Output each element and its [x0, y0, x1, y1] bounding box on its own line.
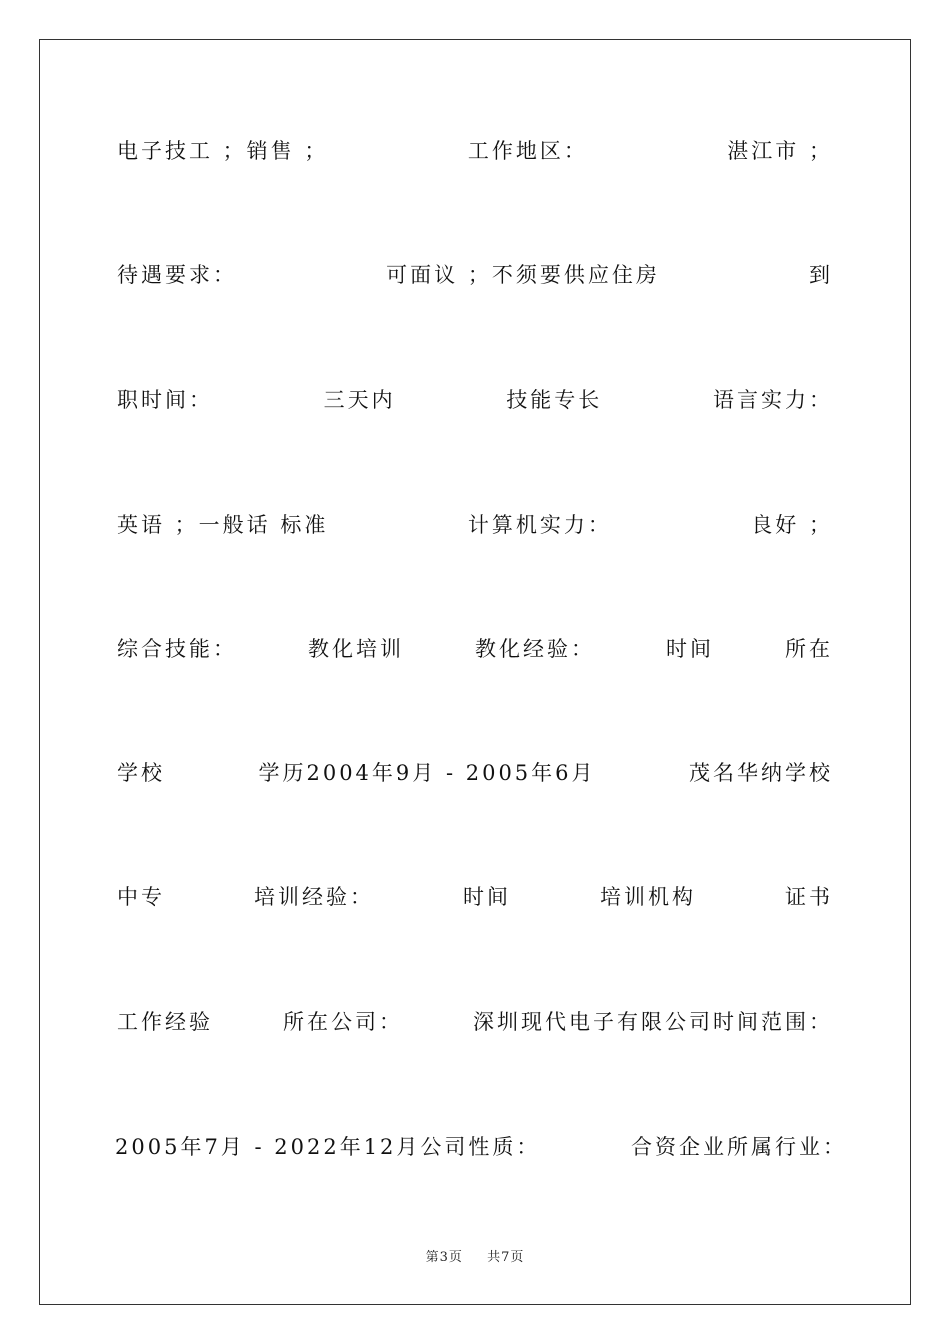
text-job-type: 电子技工 ；销售 ； [117, 139, 329, 163]
text-arrival-value: 三天内 [323, 388, 396, 412]
text-company-type: 合资企业所属行业： [631, 1135, 847, 1159]
resume-line-job-type [117, 130, 833, 170]
text-work-period: 2005年7月 - 2022年12月公司性质： [115, 1135, 541, 1159]
page-total: 共7页 [487, 1250, 525, 1265]
text-degree: 中专 [117, 885, 165, 909]
text-company-value: 深圳现代电子有限公司时间范围： [473, 1010, 833, 1034]
text-training-org-header: 培训机构 [600, 885, 696, 909]
text-work-area-label: 工作地区： [467, 139, 588, 163]
text-company-label: 所在公司： [283, 1010, 403, 1034]
text-education-experience-label: 教化经验： [475, 637, 595, 661]
text-computer-label: 计算机实力： [467, 513, 612, 537]
text-time-header: 时间 [666, 637, 714, 661]
text-arrival-label: 职时间： [117, 388, 213, 412]
resume-line-work-period [115, 1126, 847, 1166]
text-work-area-value: 湛江市 ； [727, 139, 833, 163]
text-training-time-header: 时间 [463, 885, 511, 909]
text-school-name: 茂名华纳学校 [689, 761, 833, 785]
text-education-period: 学历2004年9月 - 2005年6月 [258, 761, 596, 785]
resume-line-language [117, 504, 833, 544]
page-border [39, 39, 911, 1305]
page-number: 第3页 [425, 1250, 463, 1265]
text-computer-value: 良好 ； [751, 513, 833, 537]
text-arrival-prefix: 到 [809, 263, 833, 287]
text-language-label: 语言实力： [712, 388, 833, 412]
text-work-experience-heading: 工作经验 [117, 1010, 213, 1034]
page-footer [0, 1246, 950, 1265]
resume-line-education-heading [117, 628, 833, 668]
text-salary-label: 待遇要求： [117, 263, 237, 287]
text-school-header: 学校 [117, 761, 165, 785]
resume-line-work-company [117, 1001, 833, 1041]
text-overall-skills-label: 综合技能： [117, 637, 237, 661]
text-skills-heading: 技能专长 [506, 388, 603, 412]
text-language-value: 英语 ；一般话 标准 [117, 513, 329, 537]
text-located-header: 所在 [785, 637, 833, 661]
resume-line-education-detail [117, 752, 833, 792]
resume-line-salary [117, 254, 833, 294]
resume-line-training [117, 876, 833, 916]
text-training-label: 培训经验： [254, 885, 374, 909]
text-certificate-header: 证书 [785, 885, 833, 909]
resume-line-arrival [117, 379, 833, 419]
text-salary-value: 可面议 ；不须要供应住房 [386, 263, 660, 287]
text-education-training: 教化培训 [308, 637, 404, 661]
